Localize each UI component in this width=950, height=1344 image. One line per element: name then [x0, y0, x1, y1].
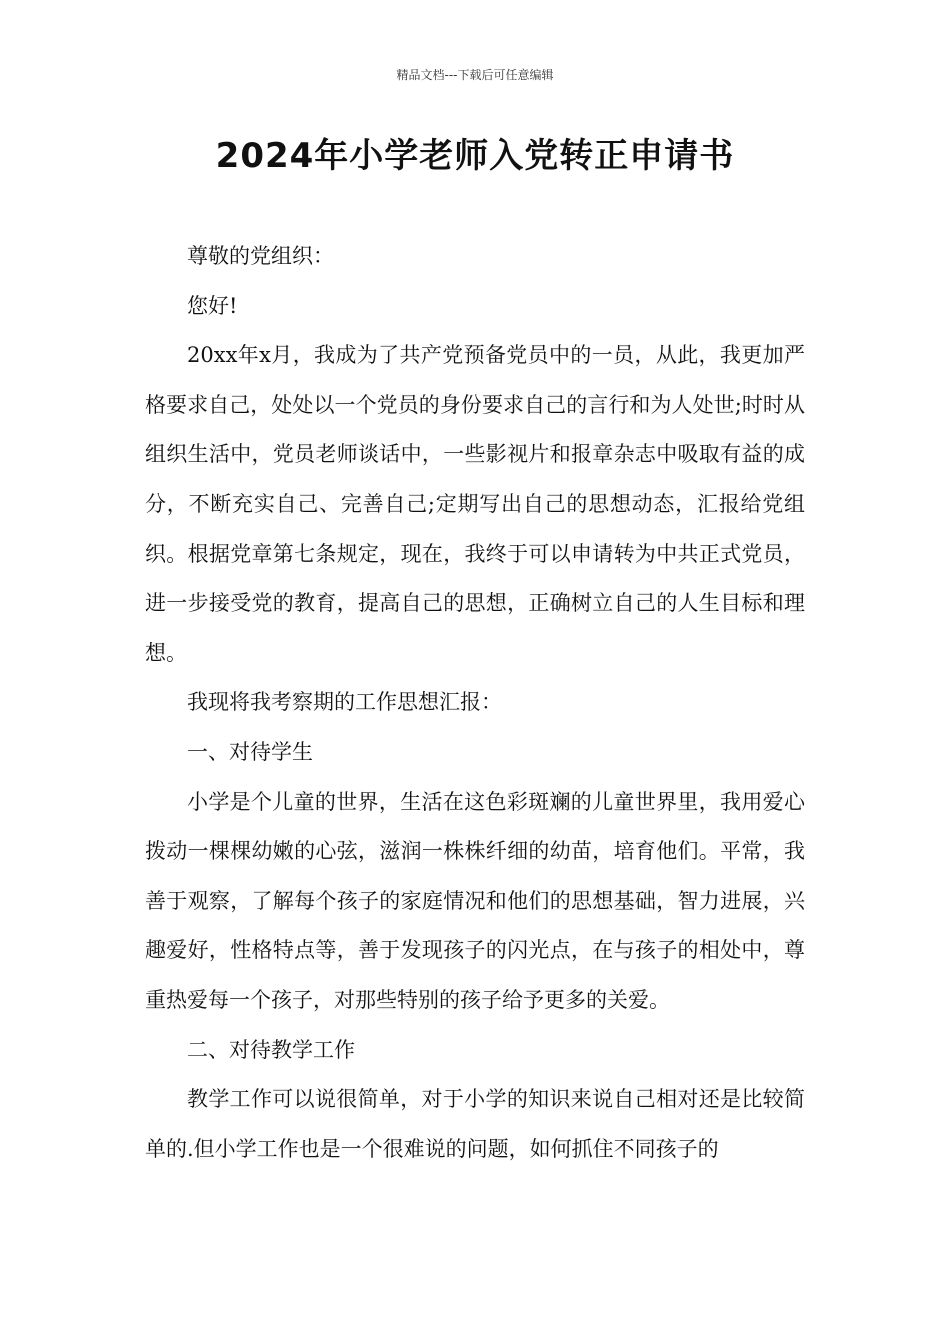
- greeting: 您好!: [187, 293, 238, 318]
- section-heading: 二、对待教学工作: [187, 1037, 355, 1062]
- page-title: 2024年小学老师入党转正申请书: [215, 136, 735, 176]
- document-body: [145, 232, 805, 1174]
- body-paragraph: 小学是个儿童的世界，生活在这色彩斑斓的儿童世界里，我用爱心拨动一棵棵幼嫩的心弦，滋润一株株纤细的幼苗，培育他们。平常，我善于观察，了解每个孩子的家庭情况和他们的思想基础，智力进展，兴趣爱好，性格特点等，善于发现孩子的闪光点，在与孩子的相处中，尊重热爱每一个孩子，对那些特别的孩子给予更多的关爱。: [145, 789, 805, 1012]
- body-paragraph: 教学工作可以说很简单，对于小学的知识来说自己相对还是比较简单的.但小学工作也是一个很难说的问题，如何抓住不同孩子的: [145, 1087, 805, 1161]
- body-paragraph: 20xx年x月，我成为了共产党预备党员中的一员，从此，我更加严格要求自己，处处以一个党员的身份要求自己的言行和为人处世;时时从组织生活中，党员老师谈话中，一些影视片和报章杂志中吸取有益的成分，不断充实自己、完善自己;定期写出自己的思想动态，汇报给党组织。根据党章第七条规定，现在，我终于可以申请转为中共正式党员，进一步接受党的教育，提高自己的思想，正确树立自己的人生目标和理想。: [145, 343, 805, 665]
- header-note: 精品文档---下载后可任意编辑: [396, 68, 554, 82]
- salutation: 尊敬的党组织：: [187, 244, 334, 268]
- body-paragraph: 我现将我考察期的工作思想汇报：: [187, 690, 502, 715]
- section-heading: 一、对待学生: [187, 739, 313, 764]
